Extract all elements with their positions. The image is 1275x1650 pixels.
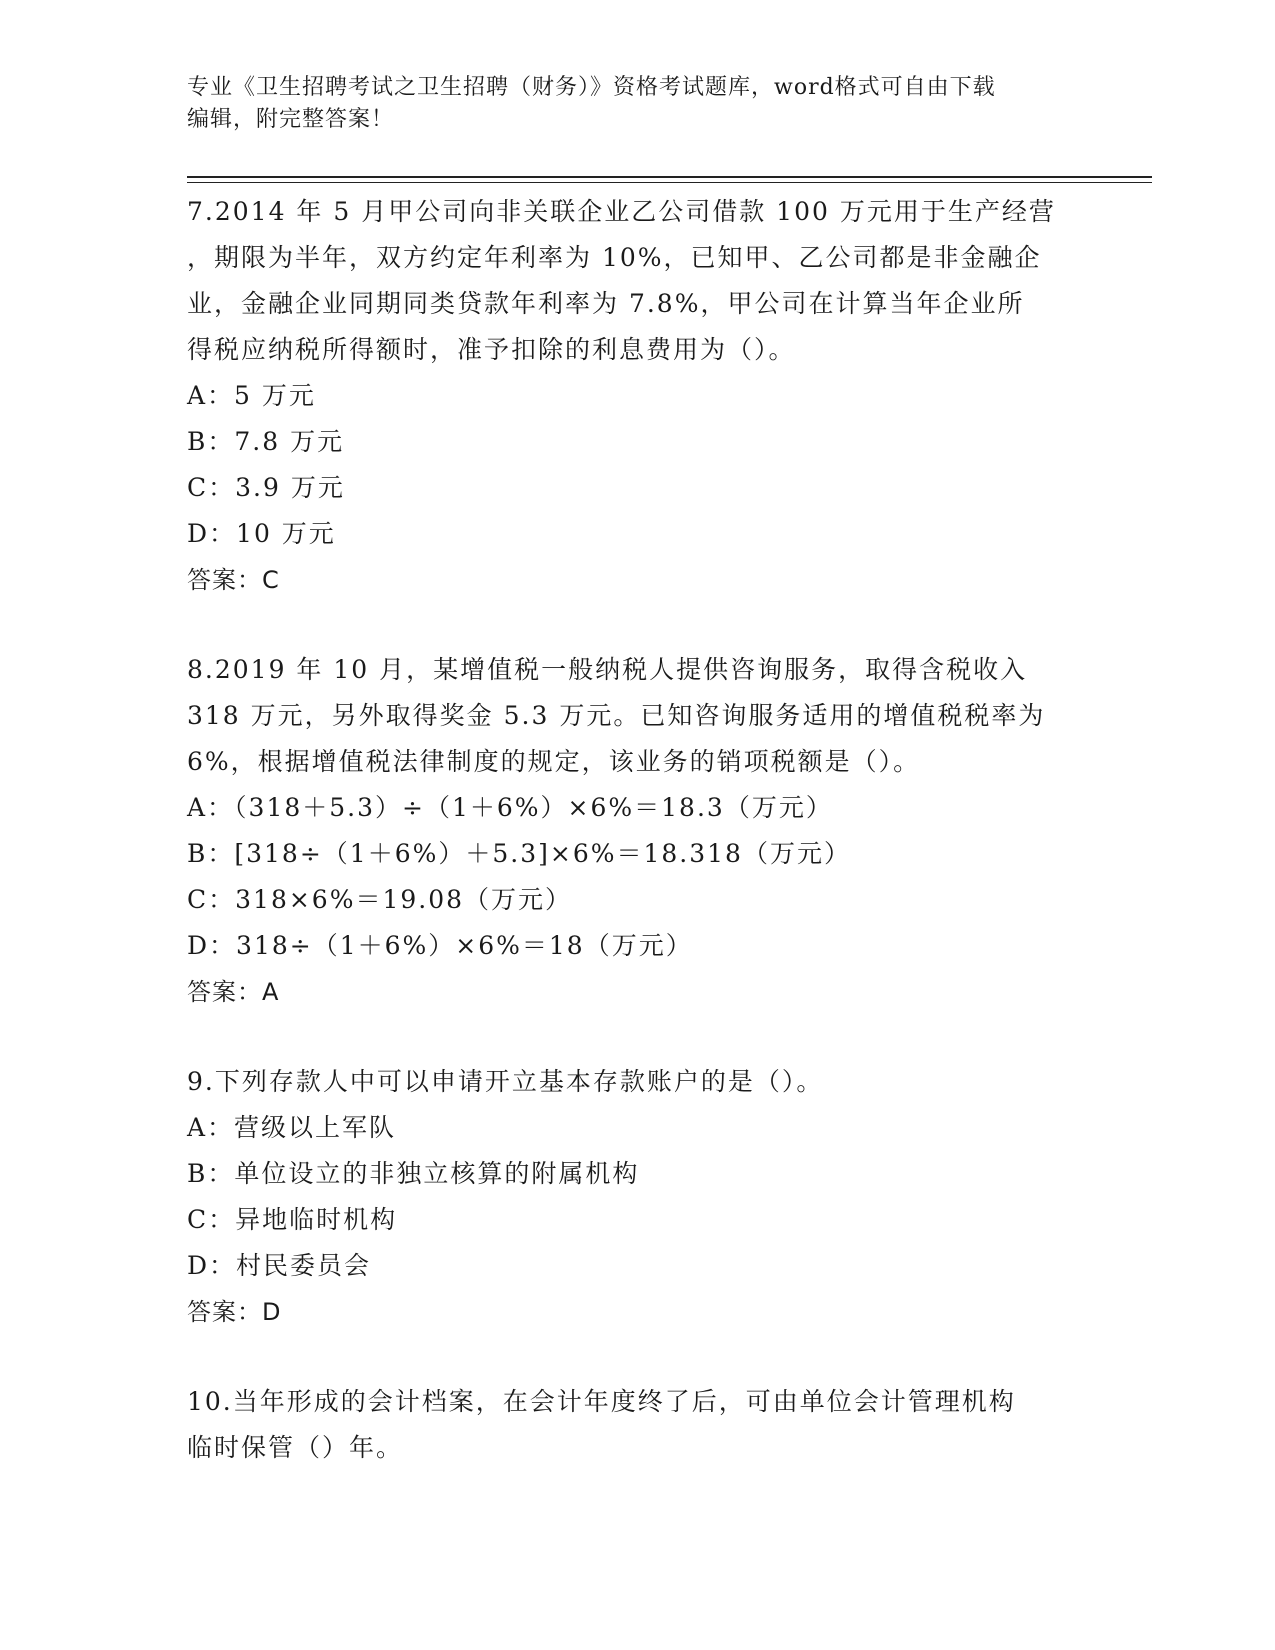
question-list xyxy=(187,189,1087,1471)
option-b: B：单位设立的非独立核算的附属机构 xyxy=(187,1159,640,1188)
question-text-line: 10.当年形成的会计档案，在会计年度终了后，可由单位会计管理机构 xyxy=(187,1387,1016,1416)
option-a: A：营级以上军队 xyxy=(187,1113,397,1142)
header-divider-thick xyxy=(187,176,1152,178)
option-d: D：318÷（1＋6%）×6%＝18（万元） xyxy=(187,931,693,960)
question-text-line: 318 万元，另外取得奖金 5.3 万元。已知咨询服务适用的增值税税率为 xyxy=(187,701,1046,730)
option-b: B：7.8 万元 xyxy=(187,427,345,456)
answer-line: 答案：A xyxy=(187,978,280,1006)
question-text-line: ，期限为半年，双方约定年利率为 10%，已知甲、乙公司都是非金融企 xyxy=(187,243,1042,272)
question-text-line: 7.2014 年 5 月甲公司向非关联企业乙公司借款 100 万元用于生产经营 xyxy=(187,197,1056,226)
option-b: B：[318÷（1＋6%）＋5.3]×6%＝18.318（万元） xyxy=(187,839,851,868)
option-c: C：异地临时机构 xyxy=(187,1205,398,1234)
option-d: D：村民委员会 xyxy=(187,1251,372,1280)
question-text-line: 9.下列存款人中可以申请开立基本存款账户的是（）。 xyxy=(187,1067,824,1096)
document-header xyxy=(187,72,1087,136)
question-block-8 xyxy=(187,647,1087,1015)
answer-line: 答案：D xyxy=(187,1298,282,1326)
header-line-2: 编辑，附完整答案！ xyxy=(187,107,395,132)
question-text-line: 6%，根据增值税法律制度的规定，该业务的销项税额是（）。 xyxy=(187,747,921,776)
header-line-1: 专业《卫生招聘考试之卫生招聘（财务）》资格考试题库，word格式可自由下载 xyxy=(187,75,996,100)
spacer xyxy=(187,1015,1087,1059)
option-a: A：5 万元 xyxy=(187,381,316,410)
option-a: A：（318＋5.3）÷（1＋6%）×6%＝18.3（万元） xyxy=(187,793,833,822)
option-d: D：10 万元 xyxy=(187,519,336,548)
answer-line: 答案：C xyxy=(187,566,280,594)
option-c: C：318×6%＝19.08（万元） xyxy=(187,885,573,914)
question-text-line: 业，金融企业同期同类贷款年利率为 7.8%，甲公司在计算当年企业所 xyxy=(187,289,1025,318)
question-text-line: 8.2019 年 10 月，某增值税一般纳税人提供咨询服务，取得含税收入 xyxy=(187,655,1028,684)
question-block-10 xyxy=(187,1379,1087,1471)
question-text-line: 得税应纳税所得额时，准予扣除的利息费用为（）。 xyxy=(187,335,796,364)
header-divider-thin xyxy=(187,182,1152,183)
question-text-line: 临时保管（）年。 xyxy=(187,1433,404,1462)
spacer xyxy=(187,603,1087,647)
spacer xyxy=(187,1335,1087,1379)
question-block-9 xyxy=(187,1059,1087,1335)
question-block-7 xyxy=(187,189,1087,603)
option-c: C：3.9 万元 xyxy=(187,473,345,502)
